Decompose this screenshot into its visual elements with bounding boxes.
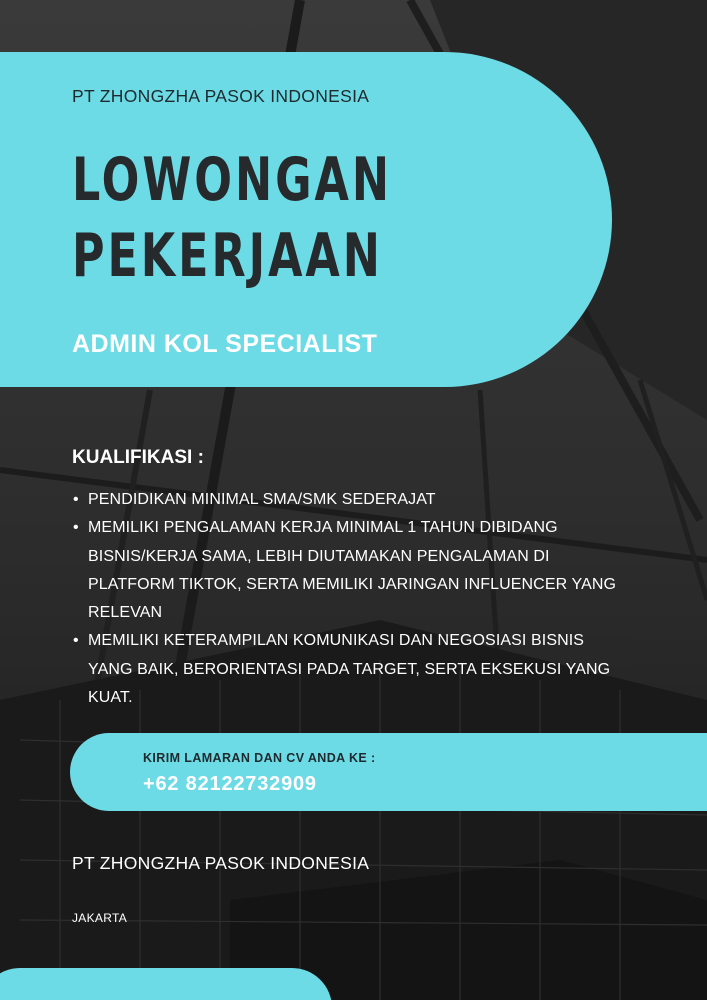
company-name-top: PT ZHONGZHA PASOK INDONESIA — [72, 86, 370, 106]
qualifications-list — [72, 486, 632, 712]
position-title: ADMIN KOL SPECIALIST — [72, 330, 378, 358]
company-name-bottom: PT ZHONGZHA PASOK INDONESIA — [72, 853, 370, 873]
contact-phone[interactable]: +62 82122732909 — [143, 773, 317, 795]
qualification-item: • MEMILIKI PENGALAMAN KERJA MINIMAL 1 TAHUN DIBIDANG BISNIS/KERJA SAMA, LEBIH DIUTAMAKAN PENGALAMAN DI PLATFORM TIKTOK, SERTA MEMILIKI JARINGAN INFLUENCER YANG RELEVAN — [72, 514, 632, 627]
headline — [72, 142, 392, 294]
headline-line-2: PEKERJAAN — [72, 221, 383, 291]
qualification-item: • PENDIDIKAN MINIMAL SMA/SMK SEDERAJAT — [72, 486, 632, 514]
headline-line-1: LOWONGAN — [72, 145, 392, 215]
contact-label: KIRIM LAMARAN DAN CV ANDA KE : — [143, 751, 376, 765]
qualification-item: • MEMILIKI KETERAMPILAN KOMUNIKASI DAN NEGOSIASI BISNIS YANG BAIK, BERORIENTASI PADA TARGET, SERTA EKSEKUSI YANG KUAT. — [72, 627, 632, 712]
city-label: JAKARTA — [72, 911, 128, 925]
decorative-corner-pill — [0, 968, 332, 1000]
qualifications-heading: KUALIFIKASI : — [72, 447, 204, 468]
contact-banner — [70, 733, 707, 811]
